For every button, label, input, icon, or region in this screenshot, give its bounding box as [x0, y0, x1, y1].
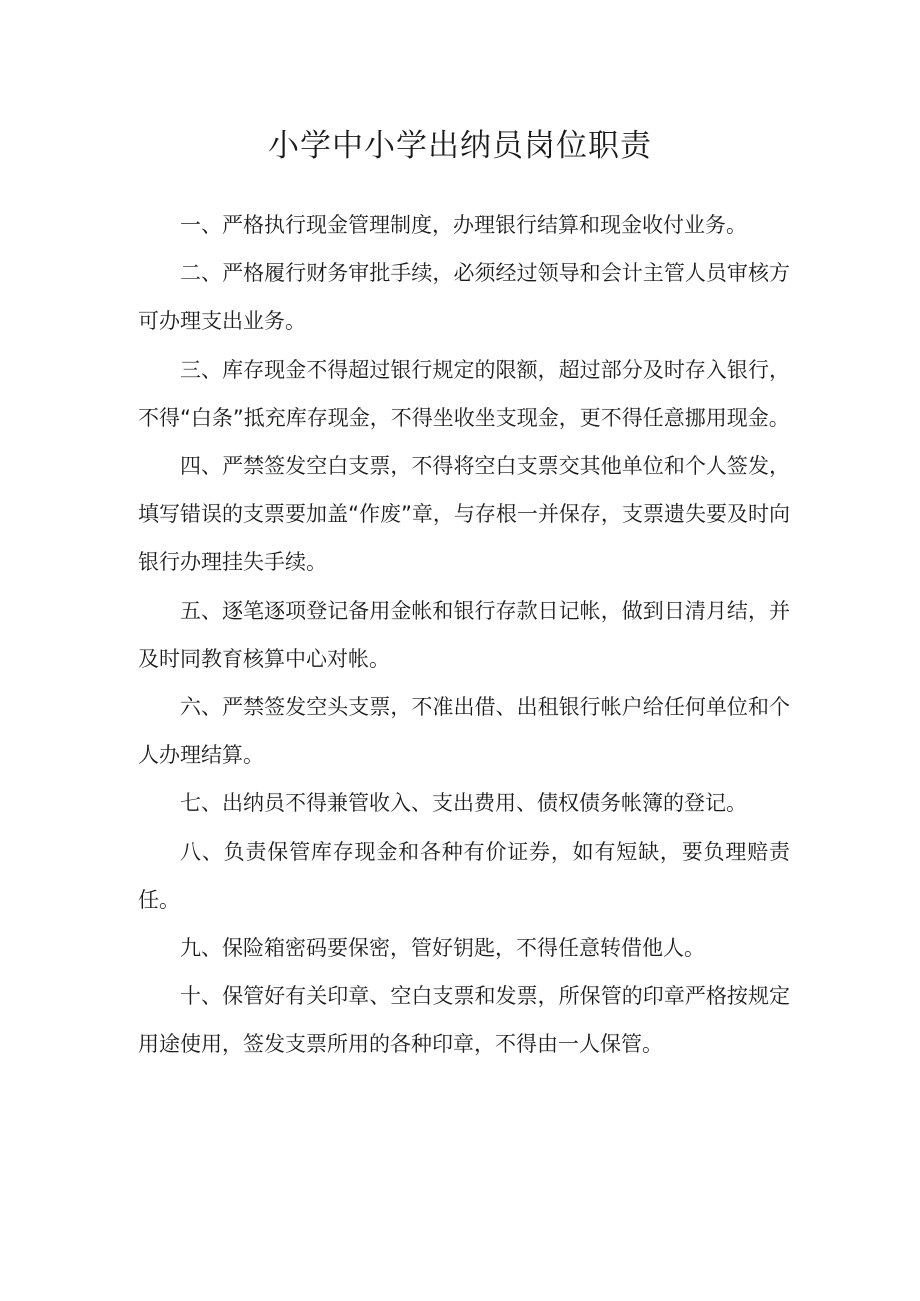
duty-item-3: 三、库存现金不得超过银行规定的限额，超过部分及时存入银行，不得“白条”抵充库存现金，不得坐收坐支现金，更不得任意挪用现金。: [138, 357, 790, 430]
document-title: 小学中小学出纳员岗位职责: [268, 128, 652, 164]
duty-item-1: 一、严格执行现金管理制度，办理银行结算和现金收付业务。: [180, 213, 747, 237]
duty-item-7: 七、出纳员不得兼管收入、支出费用、债权债务帐簿的登记。: [180, 791, 747, 816]
duty-item-6: 六、严禁签发空头支票，不准出借、出租银行帐户给任何单位和个人办理结算。: [138, 695, 790, 768]
duty-item-5: 五、逐笔逐项登记备用金帐和银行存款日记帐，做到日清月结，并及时同教育核算中心对帐。: [138, 598, 790, 671]
duty-item-8: 八、负责保管库存现金和各种有价证券，如有短缺，要负理赔责任。: [138, 839, 790, 912]
duty-item-4: 四、严禁签发空白支票，不得将空白支票交其他单位和个人签发，填写错误的支票要加盖“作废”章，与存根一并保存，支票遗失要及时向银行办理挂失手续。: [138, 454, 790, 575]
duty-item-9: 九、保险箱密码要保密，管好钥匙，不得任意转借他人。: [180, 936, 705, 961]
document-body: [138, 201, 790, 1069]
duty-item-10: 十、保管好有关印章、空白支票和发票，所保管的印章严格按规定用途使用，签发支票所用的各种印章，不得由一人保管。: [138, 984, 790, 1057]
duty-item-2: 二、严格履行财务审批手续，必须经过领导和会计主管人员审核方可办理支出业务。: [138, 261, 790, 334]
